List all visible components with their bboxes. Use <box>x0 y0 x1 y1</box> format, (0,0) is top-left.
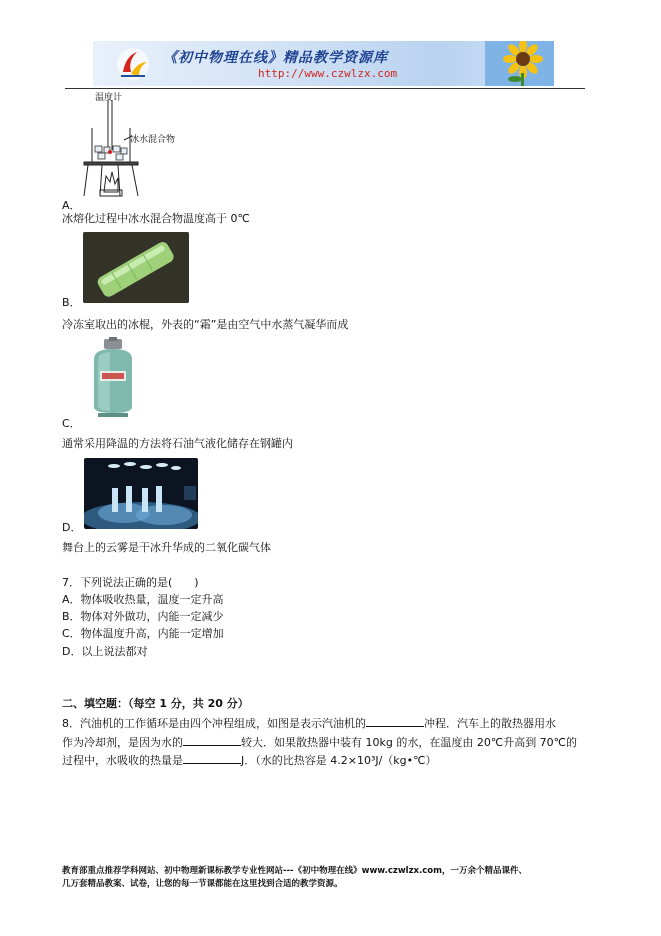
header-divider <box>65 88 585 89</box>
q8-blank-2[interactable] <box>183 733 241 746</box>
option-d-text: 舞台上的云雾是干冰升华成的二氧化碳气体 <box>62 541 271 554</box>
option-c-text: 通常采用降温的方法将石油气液化储存在钢罐内 <box>62 437 293 450</box>
q7-stem: 7．下列说法正确的是( ) <box>62 576 199 589</box>
banner-title: 《初中物理在线》精品教学资源库 <box>163 50 388 66</box>
header-banner <box>93 41 554 86</box>
q7-option-d: D．以上说法都对 <box>62 645 148 658</box>
stage-fog-photo-icon <box>84 458 198 529</box>
beaker-apparatus-icon <box>82 100 142 200</box>
option-a-text: 冰熔化过程中冰水混合物温度高于 0℃ <box>62 212 250 225</box>
option-d-letter: D． <box>62 521 82 534</box>
option-b-letter: B． <box>62 296 81 309</box>
sunflower-icon <box>485 41 554 86</box>
q8-text-3b: J．（水的比热容是 4.2×10³J/（kg•℃） <box>241 754 437 767</box>
q8-text-1b: 冲程．汽车上的散热器用水 <box>424 717 556 730</box>
q8-line-2 <box>62 733 577 750</box>
q8-line-3 <box>62 751 437 768</box>
option-b-text: 冷冻室取出的冰棍，外表的“霜”是由空气中水蒸气凝华而成 <box>62 318 349 331</box>
q8-text-3a: 过程中，水吸收的热量是 <box>62 754 183 767</box>
q8-line-1 <box>62 714 556 731</box>
option-a-letter: A． <box>62 199 81 212</box>
banner-url: http://www.czwlzx.com <box>258 67 398 80</box>
q7-option-a: A．物体吸收热量，温度一定升高 <box>62 593 224 606</box>
footer-line-1: 教育部重点推荐学科网站、初中物理新课标教学专业性网站---《初中物理在线》www.czwlzx.com，一万余个精品课件、 <box>62 866 527 876</box>
q8-blank-1[interactable] <box>366 714 424 727</box>
q8-blank-3[interactable] <box>183 751 241 764</box>
site-logo-icon <box>115 46 151 82</box>
option-c-letter: C． <box>62 417 81 430</box>
q7-option-c: C．物体温度升高，内能一定增加 <box>62 627 224 640</box>
section-heading: 二、填空题：（每空 1 分，共 20 分） <box>62 697 249 710</box>
popsicle-photo-icon <box>83 232 189 303</box>
q8-text-2b: 较大．如果散热器中装有 10kg 的水，在温度由 20℃升高到 70℃的 <box>241 736 578 749</box>
q8-text-2a: 作为冷却剂，是因为水的 <box>62 736 183 749</box>
q7-option-b: B．物体对外做功，内能一定减少 <box>62 610 224 623</box>
gas-cylinder-photo-icon <box>90 337 136 417</box>
mixture-label: 冰水混合物 <box>130 135 176 145</box>
thermometer-label: 温度计 <box>95 93 123 103</box>
q8-text-1a: 8．汽油机的工作循环是由四个冲程组成，如图是表示汽油机的 <box>62 717 366 730</box>
footer-line-2: 几万套精品教案、试卷，让您的每一节课都能在这里找到合适的教学资源。 <box>62 879 343 889</box>
